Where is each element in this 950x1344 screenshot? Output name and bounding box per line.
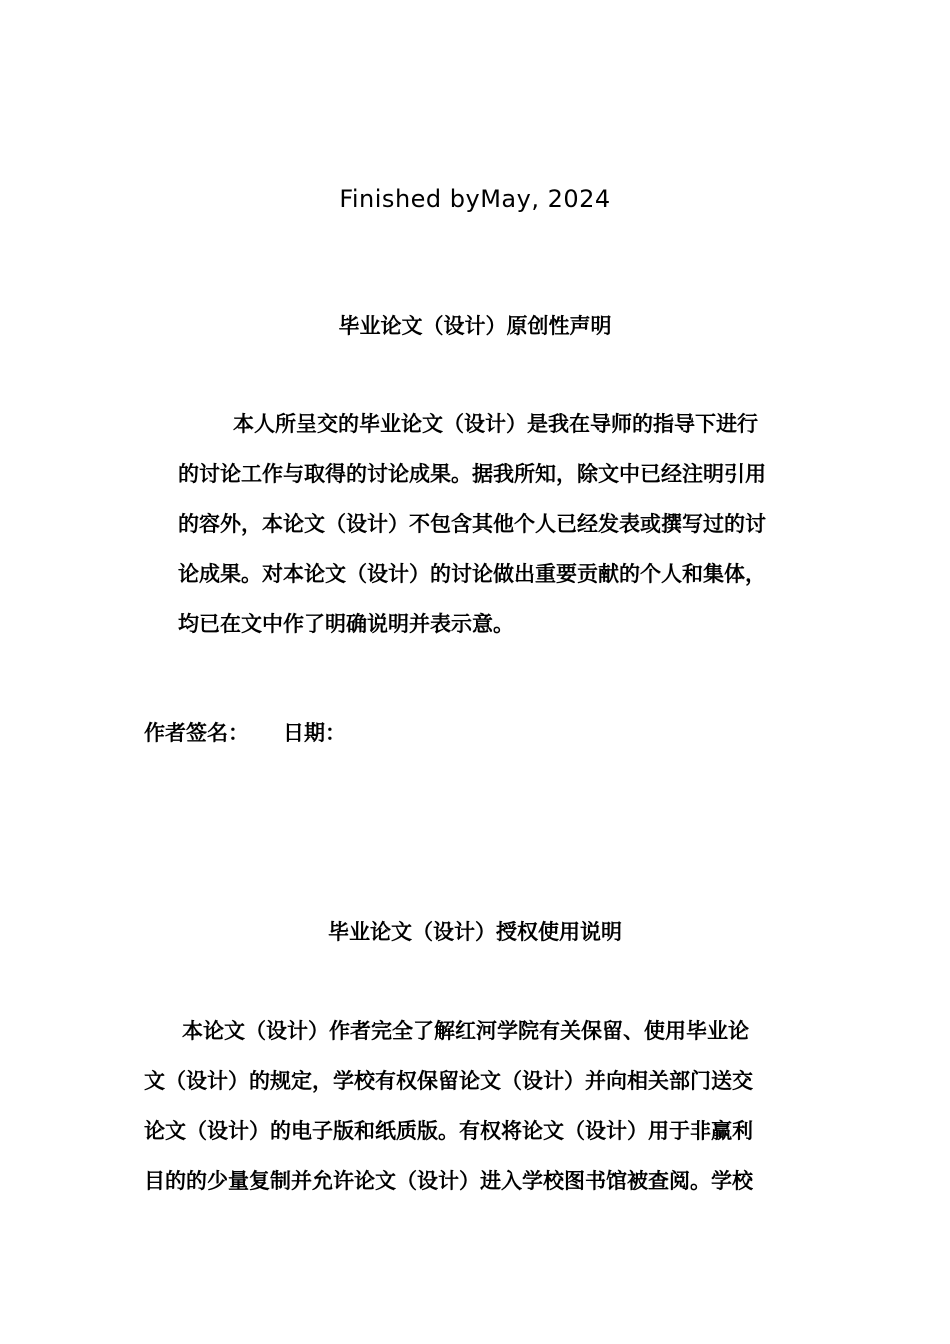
originality-statement-title: 毕业论文（设计）原创性声明	[338, 314, 612, 338]
body-line: 的讨论工作与取得的讨论成果。据我所知，除文中已经注明引用	[178, 462, 766, 486]
body-line: 本论文（设计）作者完全了解红河学院有关保留、使用毕业论	[182, 1019, 749, 1043]
signature-row	[144, 719, 346, 747]
authorization-statement-title: 毕业论文（设计）授权使用说明	[328, 920, 622, 944]
authorization-statement-body	[144, 1006, 804, 1206]
author-signature-label: 作者签名：	[144, 721, 249, 745]
body-line: 文（设计）的规定，学校有权保留论文（设计）并向相关部门送交	[144, 1069, 753, 1093]
body-line: 目的的少量复制并允许论文（设计）进入学校图书馆被查阅。学校	[144, 1169, 753, 1193]
date-label: 日期：	[283, 721, 346, 745]
body-line: 本人所呈交的毕业论文（设计）是我在导师的指导下进行	[233, 412, 758, 436]
body-line: 论成果。对本论文（设计）的讨论做出重要贡献的个人和集体，	[178, 562, 766, 586]
originality-statement-body	[178, 399, 808, 649]
body-line: 的容外，本论文（设计）不包含其他个人已经发表或撰写过的讨	[178, 512, 766, 536]
body-line: 论文（设计）的电子版和纸质版。有权将论文（设计）用于非赢利	[144, 1119, 753, 1143]
body-line: 均已在文中作了明确说明并表示意。	[178, 612, 514, 636]
finished-date-line: Finished byMay, 2024	[339, 185, 611, 213]
